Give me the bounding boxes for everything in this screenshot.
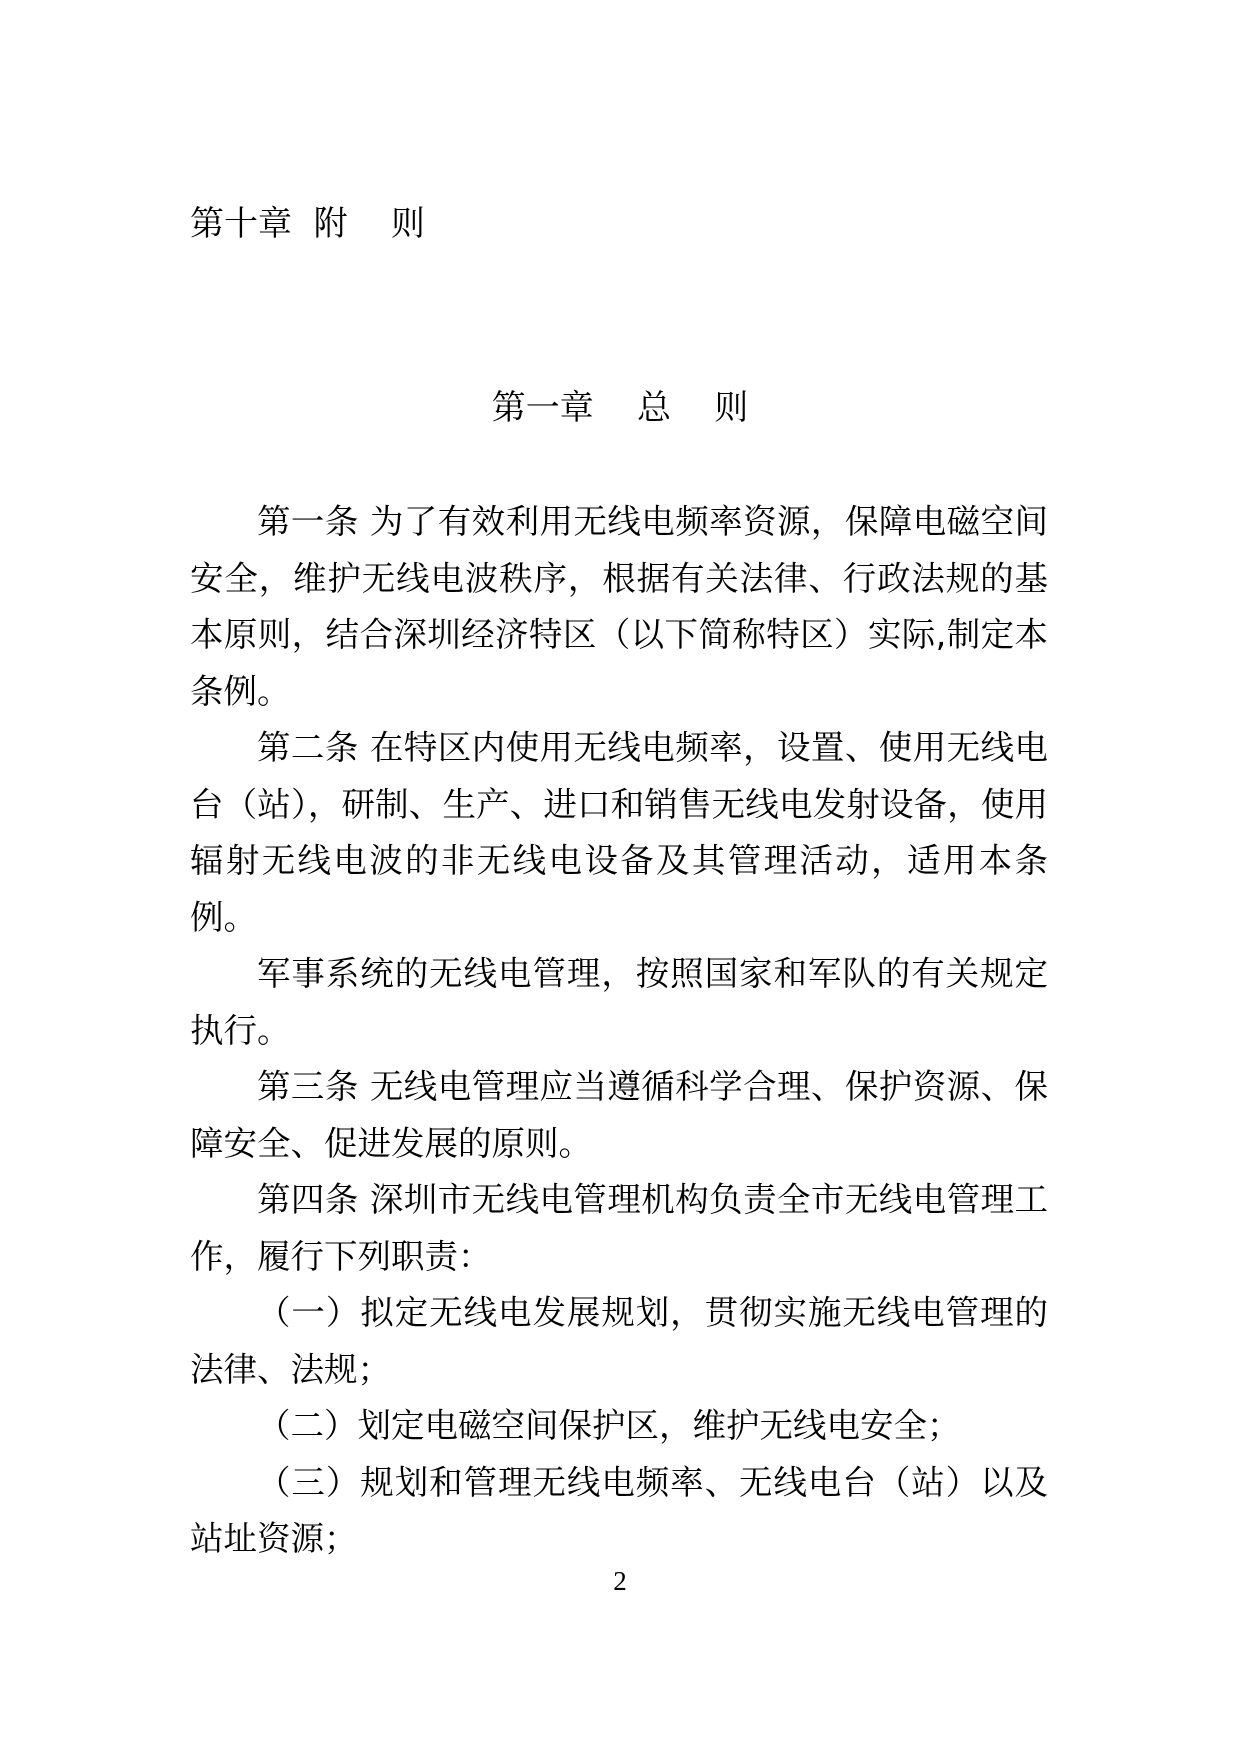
chapter-one-title: 第一章 总 则: [491, 388, 749, 428]
document-body: [190, 494, 1048, 1568]
article-one-paragraph: 第一条 为了有效利用无线电频率资源，保障电磁空间安全，维护无线电波秩序，根据有关法律、行政法规的基本原则，结合深圳经济特区（以下简称特区）实际,制定本条例。: [190, 502, 1048, 711]
page-number: 2: [613, 1566, 627, 1596]
duty-item-two: （二）划定电磁空间保护区，维护无线电安全；: [257, 1406, 961, 1445]
article-four-paragraph: 第四条 深圳市无线电管理机构负责全市无线电管理工作，履行下列职责：: [190, 1180, 1048, 1276]
duty-item-one: （一）拟定无线电发展规划，贯彻实施无线电管理的法律、法规；: [190, 1293, 1048, 1389]
duty-item-three: （三）规划和管理无线电频率、无线电台（站）以及站址资源；: [190, 1462, 1048, 1558]
military-management-paragraph: 军事系统的无线电管理，按照国家和军队的有关规定执行。: [190, 954, 1048, 1050]
toc-chapter-ten-line: 第十章 附 则: [190, 204, 425, 244]
article-two-paragraph: 第二条 在特区内使用无线电频率，设置、使用无线电台（站），研制、生产、进口和销售无线电发射设备，使用辐射无线电波的非无线电设备及其管理活动，适用本条例。: [190, 728, 1048, 937]
article-three-paragraph: 第三条 无线电管理应当遵循科学合理、保护资源、保障安全、促进发展的原则。: [190, 1067, 1048, 1163]
